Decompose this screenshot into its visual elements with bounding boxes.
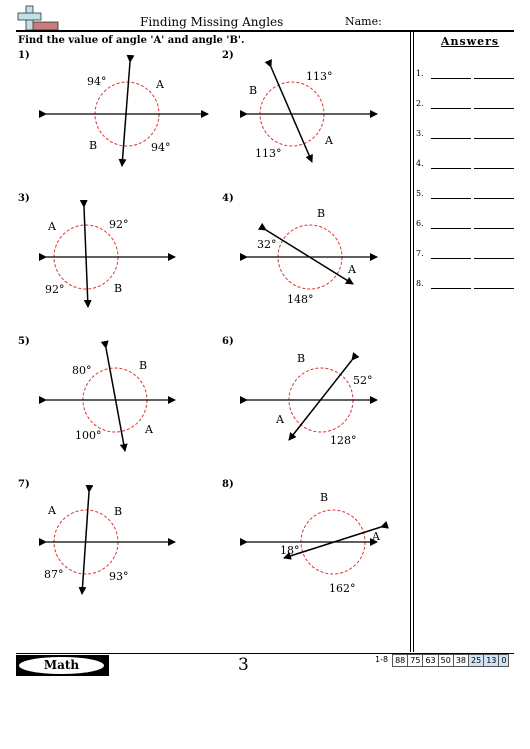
score-cell: 38 xyxy=(453,654,469,667)
score-cell: 75 xyxy=(407,654,423,667)
angle-label: A xyxy=(348,263,356,276)
problem-number: 1) xyxy=(18,50,30,61)
score-cell: 0 xyxy=(498,654,509,667)
problem-number: 2) xyxy=(222,50,234,61)
angle-label: B xyxy=(317,207,326,220)
angle-label: 52° xyxy=(353,374,373,387)
score-cell: 25 xyxy=(468,654,484,667)
angle-label: A xyxy=(156,78,164,91)
angle-label: 162° xyxy=(329,582,356,595)
score-cell: 13 xyxy=(483,654,499,667)
score-strip xyxy=(374,654,509,667)
score-cell: 88 xyxy=(392,654,408,667)
answer-number: 5. xyxy=(416,189,424,198)
angle-label: B xyxy=(139,359,148,372)
angle-label: 93° xyxy=(109,570,129,583)
problem-number: 3) xyxy=(18,193,30,204)
page-number: 3 xyxy=(238,655,249,675)
angle-label: 100° xyxy=(75,429,102,442)
answers-heading: Answers xyxy=(440,35,500,48)
math-badge-label: Math xyxy=(19,657,104,674)
angle-label: 18° xyxy=(280,544,300,557)
angle-label: B xyxy=(89,139,98,152)
angle-label: 92° xyxy=(45,283,65,296)
angle-label: A xyxy=(276,413,284,426)
answer-number: 1. xyxy=(416,69,424,78)
worksheet-title: Finding Missing Angles xyxy=(140,15,284,29)
angle-label: 94° xyxy=(87,75,107,88)
angle-label: A xyxy=(325,134,333,147)
angle-label: B xyxy=(249,84,258,97)
angle-label: 87° xyxy=(44,568,64,581)
angle-label: B xyxy=(297,352,306,365)
problem-number: 8) xyxy=(222,479,234,490)
angle-label: B xyxy=(320,491,329,504)
angle-label: B xyxy=(114,505,123,518)
answer-number: 8. xyxy=(416,279,424,288)
angle-label: 113° xyxy=(255,147,282,160)
angle-label: A xyxy=(145,423,153,436)
angle-label: A xyxy=(48,504,56,517)
answer-number: 4. xyxy=(416,159,424,168)
angle-label: B xyxy=(114,282,123,295)
angle-label: 113° xyxy=(306,70,333,83)
angle-label: 94° xyxy=(151,141,171,154)
answer-number: 6. xyxy=(416,219,424,228)
problem-number: 7) xyxy=(18,479,30,490)
problem-number: 4) xyxy=(222,193,234,204)
angle-label: 128° xyxy=(330,434,357,447)
angle-label: 80° xyxy=(72,364,92,377)
angle-label: A xyxy=(48,220,56,233)
problem-number: 5) xyxy=(18,336,30,347)
answer-number: 7. xyxy=(416,249,424,258)
answer-number: 3. xyxy=(416,129,424,138)
name-label: Name: xyxy=(345,15,382,28)
angle-label: 92° xyxy=(109,218,129,231)
angle-label: A xyxy=(372,530,380,543)
instructions: Find the value of angle 'A' and angle 'B'. xyxy=(18,35,245,46)
problem-number: 6) xyxy=(222,336,234,347)
score-cell: 63 xyxy=(422,654,438,667)
angle-label: 32° xyxy=(257,238,277,251)
score-cell: 50 xyxy=(438,654,454,667)
score-range: 1-8 xyxy=(375,655,389,664)
angle-label: 148° xyxy=(287,293,314,306)
answer-number: 2. xyxy=(416,99,424,108)
